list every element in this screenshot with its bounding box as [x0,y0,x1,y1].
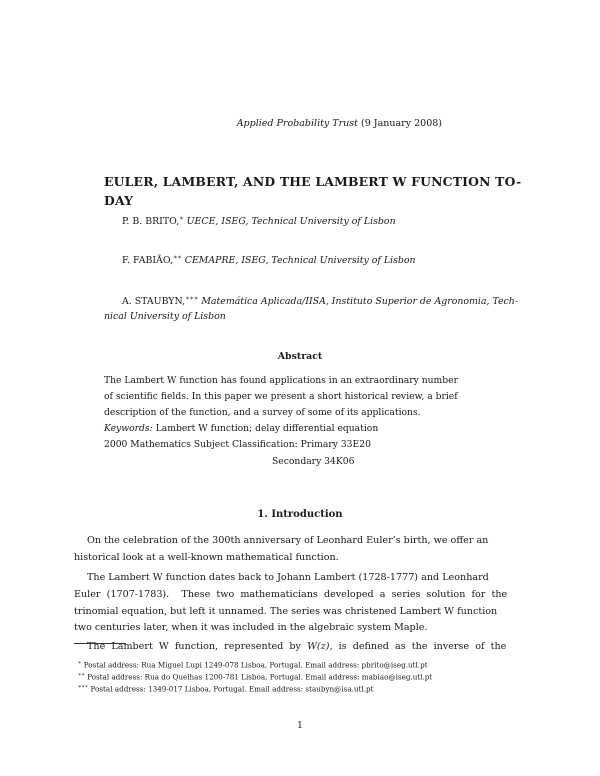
footnote-3 [78,684,374,693]
author-name: A. STAUBYN, [122,296,186,308]
msc-primary: 2000 Mathematics Subject Classification: Primary 33E20 [104,439,371,450]
author-3-affiliation-cont: nical University of Lisbon [104,311,226,322]
journal-name: Applied Probability Trust [236,118,358,129]
text-run: The Lambert W function, represented by [87,641,308,652]
abstract-line: of scientific fields. In this paper we present a short historical review, a brief [104,391,458,402]
abstract-line: The Lambert W function has found applications in an extraordinary number [104,375,458,386]
paper-title-line-2: DAY [104,193,134,208]
author-name: P. B. BRITO, [122,216,180,228]
footnote-mark: ∗ [78,660,82,666]
footnote-rule [74,643,126,644]
footnote-mark: ∗∗ [78,672,85,678]
author-3 [122,294,518,307]
body-line: two centuries later, when it was included in the algebraic system Maple. [74,622,428,633]
msc-secondary: Secondary 34K06 [272,456,355,467]
footnote-text: Postal address: Rua Miguel Lupi 1249-078 Lisboa, Portugal. Email address: pbrito@iseg.utl.pt [81,660,428,670]
footnote-2 [78,672,432,681]
running-header [237,118,442,129]
header-date: (9 January 2008) [361,118,442,129]
section-heading: 1. Introduction [257,509,343,520]
abstract-line: description of the function, and a survey of some of its applications. [104,407,421,418]
footnote-1 [78,660,428,669]
abstract-heading: Abstract [277,351,323,362]
math-inline: W(z), [307,641,333,652]
author-name: F. FABIÃO, [122,255,173,267]
author-mark: ∗∗ [172,253,182,261]
body-line: On the celebration of the 300th anniversary of Leonhard Euler’s birth, we offer an [87,535,489,546]
body-line [87,641,508,652]
paper-title-line-1: EULER, LAMBERT, AND THE LAMBERT W FUNCTION TO- [104,174,522,189]
body-line: trinomial equation, but left it unnamed. The series was christened Lambert W function [74,606,498,617]
author-affiliation: CEMAPRE, ISEG, Technical University of Lisbon [184,255,416,267]
author-1 [122,214,396,227]
body-line: historical look at a well-known mathematical function. [74,552,339,563]
author-mark: ∗∗∗ [185,294,199,302]
body-line: The Lambert W function dates back to Johann Lambert (1728-1777) and Leonhard [87,572,489,583]
author-affiliation: UECE, ISEG, Technical University of Lisbon [186,216,396,228]
footnote-text: Postal address: 1349-017 Lisboa, Portugal. Email address: staubyn@isa.utl.pt [88,684,374,694]
footnote-mark: ∗∗∗ [78,684,89,690]
body-line: Euler (1707-1783). These two mathematicians developed a series solution for the [74,589,508,600]
keywords [104,423,378,434]
author-2 [122,253,416,266]
keywords-text: Lambert W function; delay differential equation [155,423,379,434]
keywords-label: Keywords: [104,423,153,434]
author-mark: ∗ [179,214,184,222]
text-run: is defined as the inverse of the [332,641,507,652]
author-affiliation: Matemática Aplicada/IISA, Instituto Superior de Agronomia, Tech- [201,296,518,308]
page-number: 1 [297,720,303,731]
footnote-text: Postal address: Rua do Quelhas 1200-781 Lisboa, Portugal. Email address: mabiao@iseg.utl.pt [84,672,433,682]
